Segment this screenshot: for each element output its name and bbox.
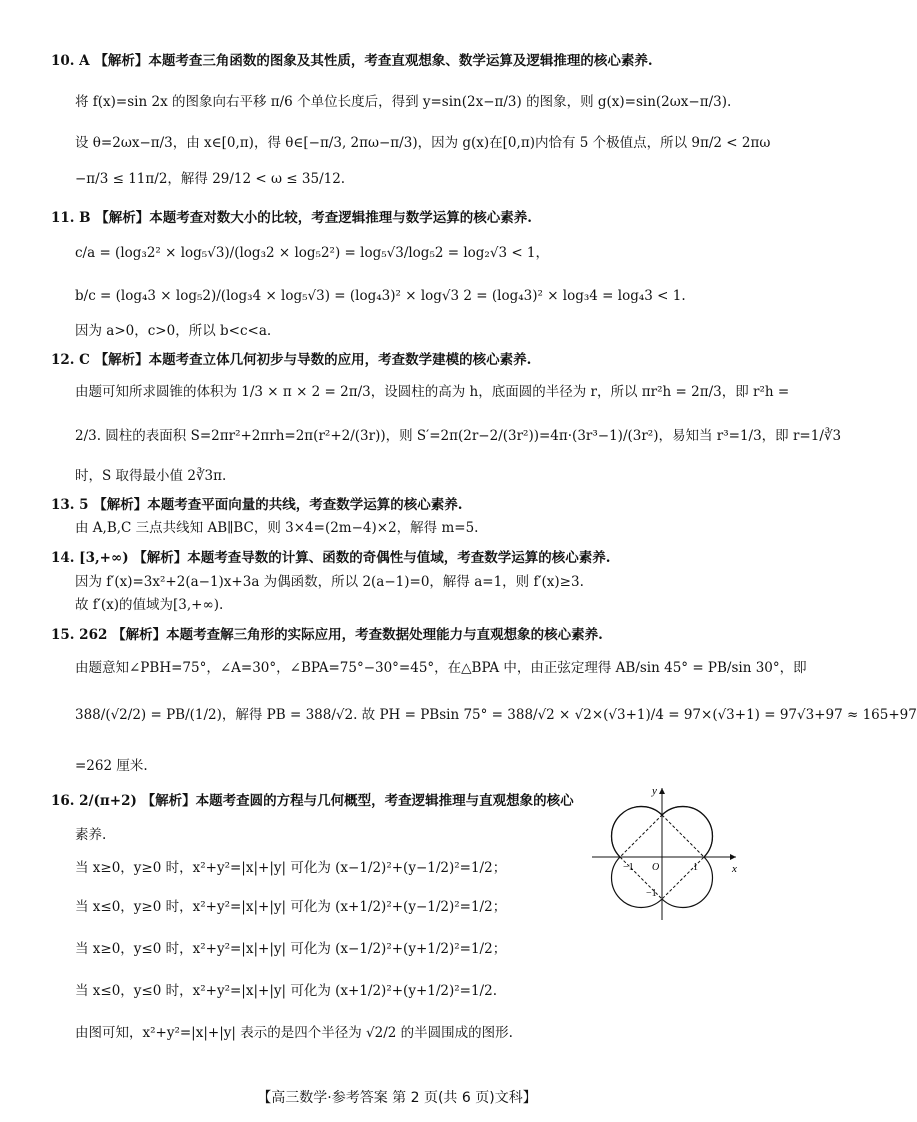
tick-label-x-pos: 1 (693, 862, 698, 873)
q10-line-1: 将 f(x)=sin 2x 的图象向右平移 π/6 个单位长度后，得到 y=sin(2x−π/3) 的图象，则 g(x)=sin(2ωx−π/3). (75, 94, 732, 110)
q15-line-2: 388/(√2/2) = PB/(1/2)，解得 PB = 388/√2. 故 PH = PBsin 75° = 388/√2 × √2×(√3+1)/4 = 97×(√3+1) = 97√3+97 ≈ 165+97 (75, 707, 917, 723)
q16-line-3: 当 x≤0，y≥0 时，x²+y²=|x|+|y| 可化为 (x+1/2)²+(y−1/2)²=1/2； (75, 899, 507, 915)
q16-line-1: 素养. (75, 827, 107, 843)
q12-line-3: 时，S 取得最小值 2∛3π. (75, 468, 227, 484)
q12-line-1: 由题可知所求圆锥的体积为 1/3 × π × 2 = 2π/3，设圆柱的高为 h，底面圆的半径为 r，所以 πr²h = 2π/3，即 r²h = (75, 384, 790, 400)
q13-heading: 13. 5 【解析】本题考查平面向量的共线，考查数学运算的核心素养. (51, 497, 463, 513)
origin-label: O (652, 862, 660, 873)
q14-heading: 14. [3,+∞) 【解析】本题考查导数的计算、函数的奇偶性与值域，考查数学运算的核心素养. (51, 550, 611, 566)
q10-line-2: 设 θ=2ωx−π/3，由 x∈[0,π)，得 θ∈[−π/3, 2πω−π/3)，因为 g(x)在[0,π)内恰有 5 个极值点，所以 9π/2 < 2πω (75, 135, 771, 151)
x-axis-label: x (732, 863, 737, 875)
q11-line-2: b/c = (log₄3 × log₅2)/(log₃4 × log₅√3) = (log₄3)² × log√3 2 = (log₄3)² × log₃4 = log₄3 < 1. (75, 288, 686, 304)
q16-line-4: 当 x≥0，y≤0 时，x²+y²=|x|+|y| 可化为 (x−1/2)²+(y+1/2)²=1/2； (75, 941, 507, 957)
q16-line-5: 当 x≤0，y≤0 时，x²+y²=|x|+|y| 可化为 (x+1/2)²+(y+1/2)²=1/2. (75, 983, 497, 999)
clover-arc-bottom-right (662, 857, 712, 907)
q10-line-3: −π/3 ≤ 11π/2，解得 29/12 < ω ≤ 35/12. (75, 171, 346, 187)
q13-line-1: 由 A,B,C 三点共线知 AB∥BC，则 3×4=(2m−4)×2，解得 m=5. (75, 520, 479, 536)
page-footer: 【高三数学·参考答案 第 2 页(共 6 页)文科】 (257, 1090, 537, 1106)
q16-line-6: 由图可知，x²+y²=|x|+|y| 表示的是四个半径为 √2/2 的半圆围成的图形. (75, 1025, 513, 1041)
q14-line-2: 故 f′(x)的值域为[3,+∞). (75, 597, 224, 613)
q12-line-2: 2/3. 圆柱的表面积 S=2πr²+2πrh=2π(r²+2/(3r))，则 S′=2π(2r−2/(3r²))=4π·(3r³−1)/(3r²)，易知当 r³=1/3，即 r=1/∛3 (75, 428, 842, 444)
q15-line-1: 由题意知∠PBH=75°，∠A=30°，∠BPA=75°−30°=45°，在△BPA 中，由正弦定理得 AB/sin 45° = PB/sin 30°，即 (75, 660, 807, 676)
tick-label-y-neg: −1 (646, 888, 657, 899)
q11-line-1: c/a = (log₃2² × log₅√3)/(log₃2 × log₅2²) = log₅√3/log₅2 = log₂√3 < 1， (75, 245, 550, 261)
q11-line-3: 因为 a>0，c>0，所以 b<c<a. (75, 323, 272, 339)
tick-label-x-neg: −1 (623, 862, 634, 873)
q10-heading: 10. A 【解析】本题考查三角函数的图象及其性质，考查直观想象、数学运算及逻辑推理的核心素养. (51, 53, 653, 69)
clover-arc-top-right (662, 807, 712, 857)
q11-heading: 11. B 【解析】本题考查对数大小的比较，考查逻辑推理与数学运算的核心素养. (51, 210, 532, 226)
y-axis-label: y (652, 785, 657, 797)
q12-heading: 12. C 【解析】本题考查立体几何初步与导数的应用，考查数学建模的核心素养. (51, 352, 532, 368)
clover-arc-top-left (612, 807, 662, 857)
x-axis-arrow (730, 854, 736, 860)
y-axis-arrow (659, 788, 665, 794)
q15-heading: 15. 262 【解析】本题考查解三角形的实际应用，考查数据处理能力与直观想象的核心素养. (51, 627, 603, 643)
clover-figure (590, 782, 740, 922)
q15-line-3: =262 厘米. (75, 758, 148, 774)
q16-line-2: 当 x≥0，y≥0 时，x²+y²=|x|+|y| 可化为 (x−1/2)²+(y−1/2)²=1/2； (75, 860, 507, 876)
q16-heading: 16. 2/(π+2) 【解析】本题考查圆的方程与几何概型，考查逻辑推理与直观想象的核心 (51, 793, 574, 809)
q14-line-1: 因为 f′(x)=3x²+2(a−1)x+3a 为偶函数，所以 2(a−1)=0，解得 a=1，则 f′(x)≥3. (75, 574, 584, 590)
